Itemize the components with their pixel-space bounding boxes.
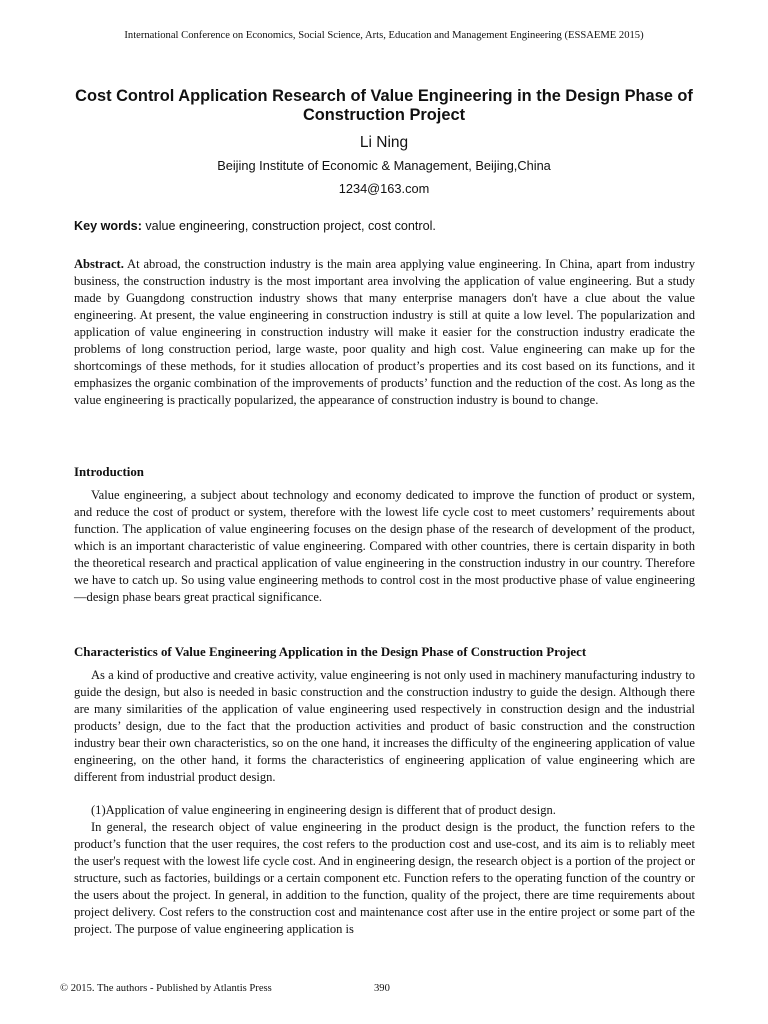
abstract <box>74 256 695 409</box>
conference-header: International Conference on Economics, Social Science, Arts, Education and Management Engineering (ESSAEME 2015) <box>124 30 644 41</box>
characteristics-paragraph-1: As a kind of productive and creative activity, value engineering is not only used in machinery manufacturing industry to guide the design, but also is needed in basic construction and the construction industry to guide the design. Although there are many similarities of the application of value engineering used respectively in construction design and the industrial products’ design, due to the fact that the production activities and product of basic construction and the construction industry bear their own characteristics, so on the one hand, it increases the difficulty of the engineering application of value engineering, on the other hand, it forms the characteristics of engineering application of value engineering which are different from industrial product design. <box>74 668 695 784</box>
keywords <box>74 218 696 234</box>
keywords-label: Key words: <box>74 219 142 233</box>
characteristics-paragraph-3: In general, the research object of value engineering in the product design is the product, the function refers to the product’s function that the user requires, the cost refers to the production cost and use-cost, and its aim is to reliably meet the user's request with the lowest life cycle cost. And in engineering design, the research object is a portion of the project or structure, such as factories, buildings or a certain component etc. Function refers to the operating function of the country or the users about the project. In general, in addition to the function, quality of the project, there are time requirements about project delivery. Cost refers to the construction cost and maintenance cost after use in the entire project or some part of the project. The purpose of value engineering application is <box>74 820 695 936</box>
page-number: 390 <box>374 983 390 994</box>
abstract-text: At abroad, the construction industry is the main area applying value engineering. In China, apart from industry business, the construction industry is the most important area involving the application of value engineering. But a study made by Guangdong construction industry shows that many enterprise managers don't have a clue about the value engineering. At present, the value engineering in construction industry is still at quite a low level. The popularization and application of value engineering in construction industry will make it easier for the construction industry eradicate the problems of long construction period, large waste, poor quality and high cost. Value engineering can make up for the shortcomings of these methods, for it studies allocation of product’s properties and its cost based on its functions, and it emphasizes the organic combination of the improvements of products’ function and the reduction of the cost. As long as the value engineering is practically popularized, the appearance of construction industry is bound to change. <box>74 257 695 407</box>
section-heading-characteristics: Characteristics of Value Engineering Application in the Design Phase of Construction Project <box>74 645 587 659</box>
author-email: 1234@163.com <box>338 181 430 196</box>
footer-copyright: © 2015. The authors - Published by Atlantis Press <box>60 983 272 994</box>
author-affiliation: Beijing Institute of Economic & Management, Beijing,China <box>217 158 551 173</box>
section-heading-introduction: Introduction <box>74 465 144 479</box>
keywords-text: value engineering, construction project, cost control. <box>141 219 436 233</box>
paper-title: Cost Control Application Research of Value Engineering in the Design Phase of Construction Project <box>75 87 693 124</box>
characteristics-paragraph-2: (1)Application of value engineering in engineering design is different that of product design. <box>91 803 556 817</box>
introduction-paragraph: Value engineering, a subject about technology and economy dedicated to improve the function of product or system, and reduce the cost of product or system, therefore with the lowest life cycle cost to meet customers’ requirements about function. The application of value engineering focuses on the design phase of the research of development of the product, which is an important characteristic of value engineering. Compared with other countries, there is certain disparity in both the theoretical research and practical application of value engineering in the construction industry in our country. Therefore we have to catch up. So using value engineering methods to control cost in the most productive phase of value engineering—design phase bears great practical significance. <box>74 488 695 604</box>
abstract-label: Abstract. <box>74 257 124 271</box>
author-name: Li Ning <box>359 134 409 151</box>
